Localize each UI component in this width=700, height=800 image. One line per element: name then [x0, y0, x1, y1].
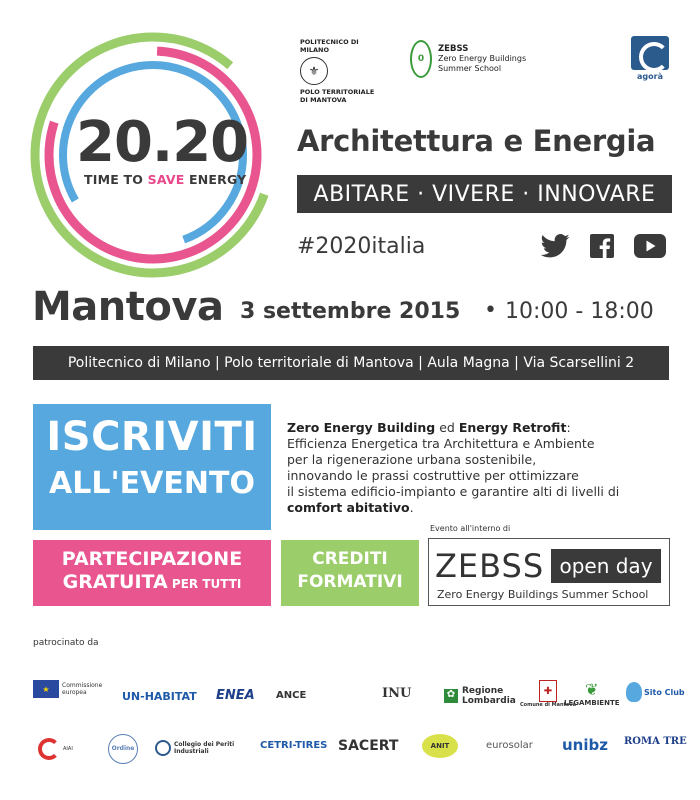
patron-logo-collegio: Collegio dei Periti Industriali [155, 740, 250, 756]
polimi-logo: POLITECNICO DI MILANO ⚜ POLO TERRITORIALE DI MANTOVA [300, 38, 375, 104]
zebss-caption: Evento all'interno di [430, 524, 511, 533]
patron-logo-eurosolar: eurosolar [486, 740, 533, 751]
patron-logo-ance: ANCE [276, 690, 307, 701]
patron-logo-mantova: ✚ Comune di Mantova [520, 680, 576, 708]
event-date: 3 settembre 2015 [240, 299, 461, 324]
venue-banner: Politecnico di Milano | Polo territoriale di Mantova | Aula Magna | Via Scarsellini 2 [33, 346, 669, 380]
credits-badge: CREDITI FORMATIVI [281, 540, 419, 606]
social-links [540, 234, 666, 258]
polimi-seal-icon: ⚜ [300, 57, 328, 85]
patron-logo-unhabitat: UN-HABITAT [122, 690, 197, 703]
logo-tagline: TIME TO SAVE ENERGY [84, 172, 247, 187]
legambiente-leaf-icon: ❦ [585, 680, 599, 699]
zebss-subtitle: Zero Energy Buildings Summer School [437, 588, 649, 601]
open-day-badge: open day [551, 549, 661, 583]
collegio-icon [155, 740, 171, 756]
mantova-crest-icon: ✚ [539, 680, 557, 702]
event-description: Zero Energy Building ed Energy Retrofit: Efficienza Energetica tra Architettura e Ambiente per la rigenerazione urbana sostenibile, innovando le prassi costruttive per ottimizzare il sistema edificio-impianto e garantire alti di livelli di comfort abitativo. [287, 420, 620, 515]
agora-icon [631, 36, 669, 70]
patron-logo-inu: INU [382, 686, 412, 701]
patron-logo-aiai: AIAI [38, 738, 73, 760]
patron-logo-unibz: unibz [562, 736, 608, 754]
aiai-ring-icon [38, 738, 60, 760]
zebss-leaf-icon: 0 [410, 40, 432, 78]
event-city: Mantova [32, 284, 224, 330]
subtitle-banner: ABITARE · VIVERE · INNOVARE [297, 175, 672, 213]
patron-logo-lombardia: ✿ Regione Lombardia [444, 686, 502, 706]
patron-logo-sitoclub: Sito Club [626, 682, 685, 702]
twitter-icon[interactable] [540, 234, 570, 258]
patron-logo-legambiente: ❦ LEGAMBIENTE [564, 680, 620, 707]
zebss-logo: 0 ZEBSS Zero Energy Buildings Summer School [410, 40, 526, 78]
patron-logo-romatre: ROMA TRE [624, 736, 687, 747]
patrons-label: patrocinato da [33, 638, 99, 648]
zebss-name: ZEBSS [435, 547, 545, 585]
patron-logo-sacert: SACERT [338, 738, 399, 754]
page-title: Architettura e Energia [297, 124, 656, 158]
patron-logo-ordine: Ordine [108, 734, 138, 764]
zebss-open-day-box[interactable] [428, 538, 670, 606]
facebook-icon[interactable] [590, 234, 614, 258]
date-separator: • [484, 298, 497, 323]
drop-icon [626, 682, 642, 702]
eu-flag-icon: ★ [33, 680, 59, 698]
youtube-icon[interactable] [634, 234, 666, 258]
register-button[interactable]: ISCRIVITI ALL'EVENTO [33, 404, 271, 530]
event-time: 10:00 - 18:00 [505, 299, 654, 324]
patron-logo-anit: ANIT [422, 734, 458, 758]
logo-number: 20.20 [76, 110, 249, 175]
lombardia-rose-icon: ✿ [444, 689, 458, 703]
free-participation-badge: PARTECIPAZIONE GRATUITA PER TUTTI [33, 540, 271, 606]
hashtag[interactable]: #2020italia [297, 234, 426, 259]
patron-logo-eu: ★ Commissione europea [33, 680, 102, 698]
patron-logo-enea: ENEA [216, 688, 255, 703]
patron-logo-cetri: CETRI-TIRES [260, 740, 328, 751]
agora-logo: agorà [630, 36, 670, 81]
